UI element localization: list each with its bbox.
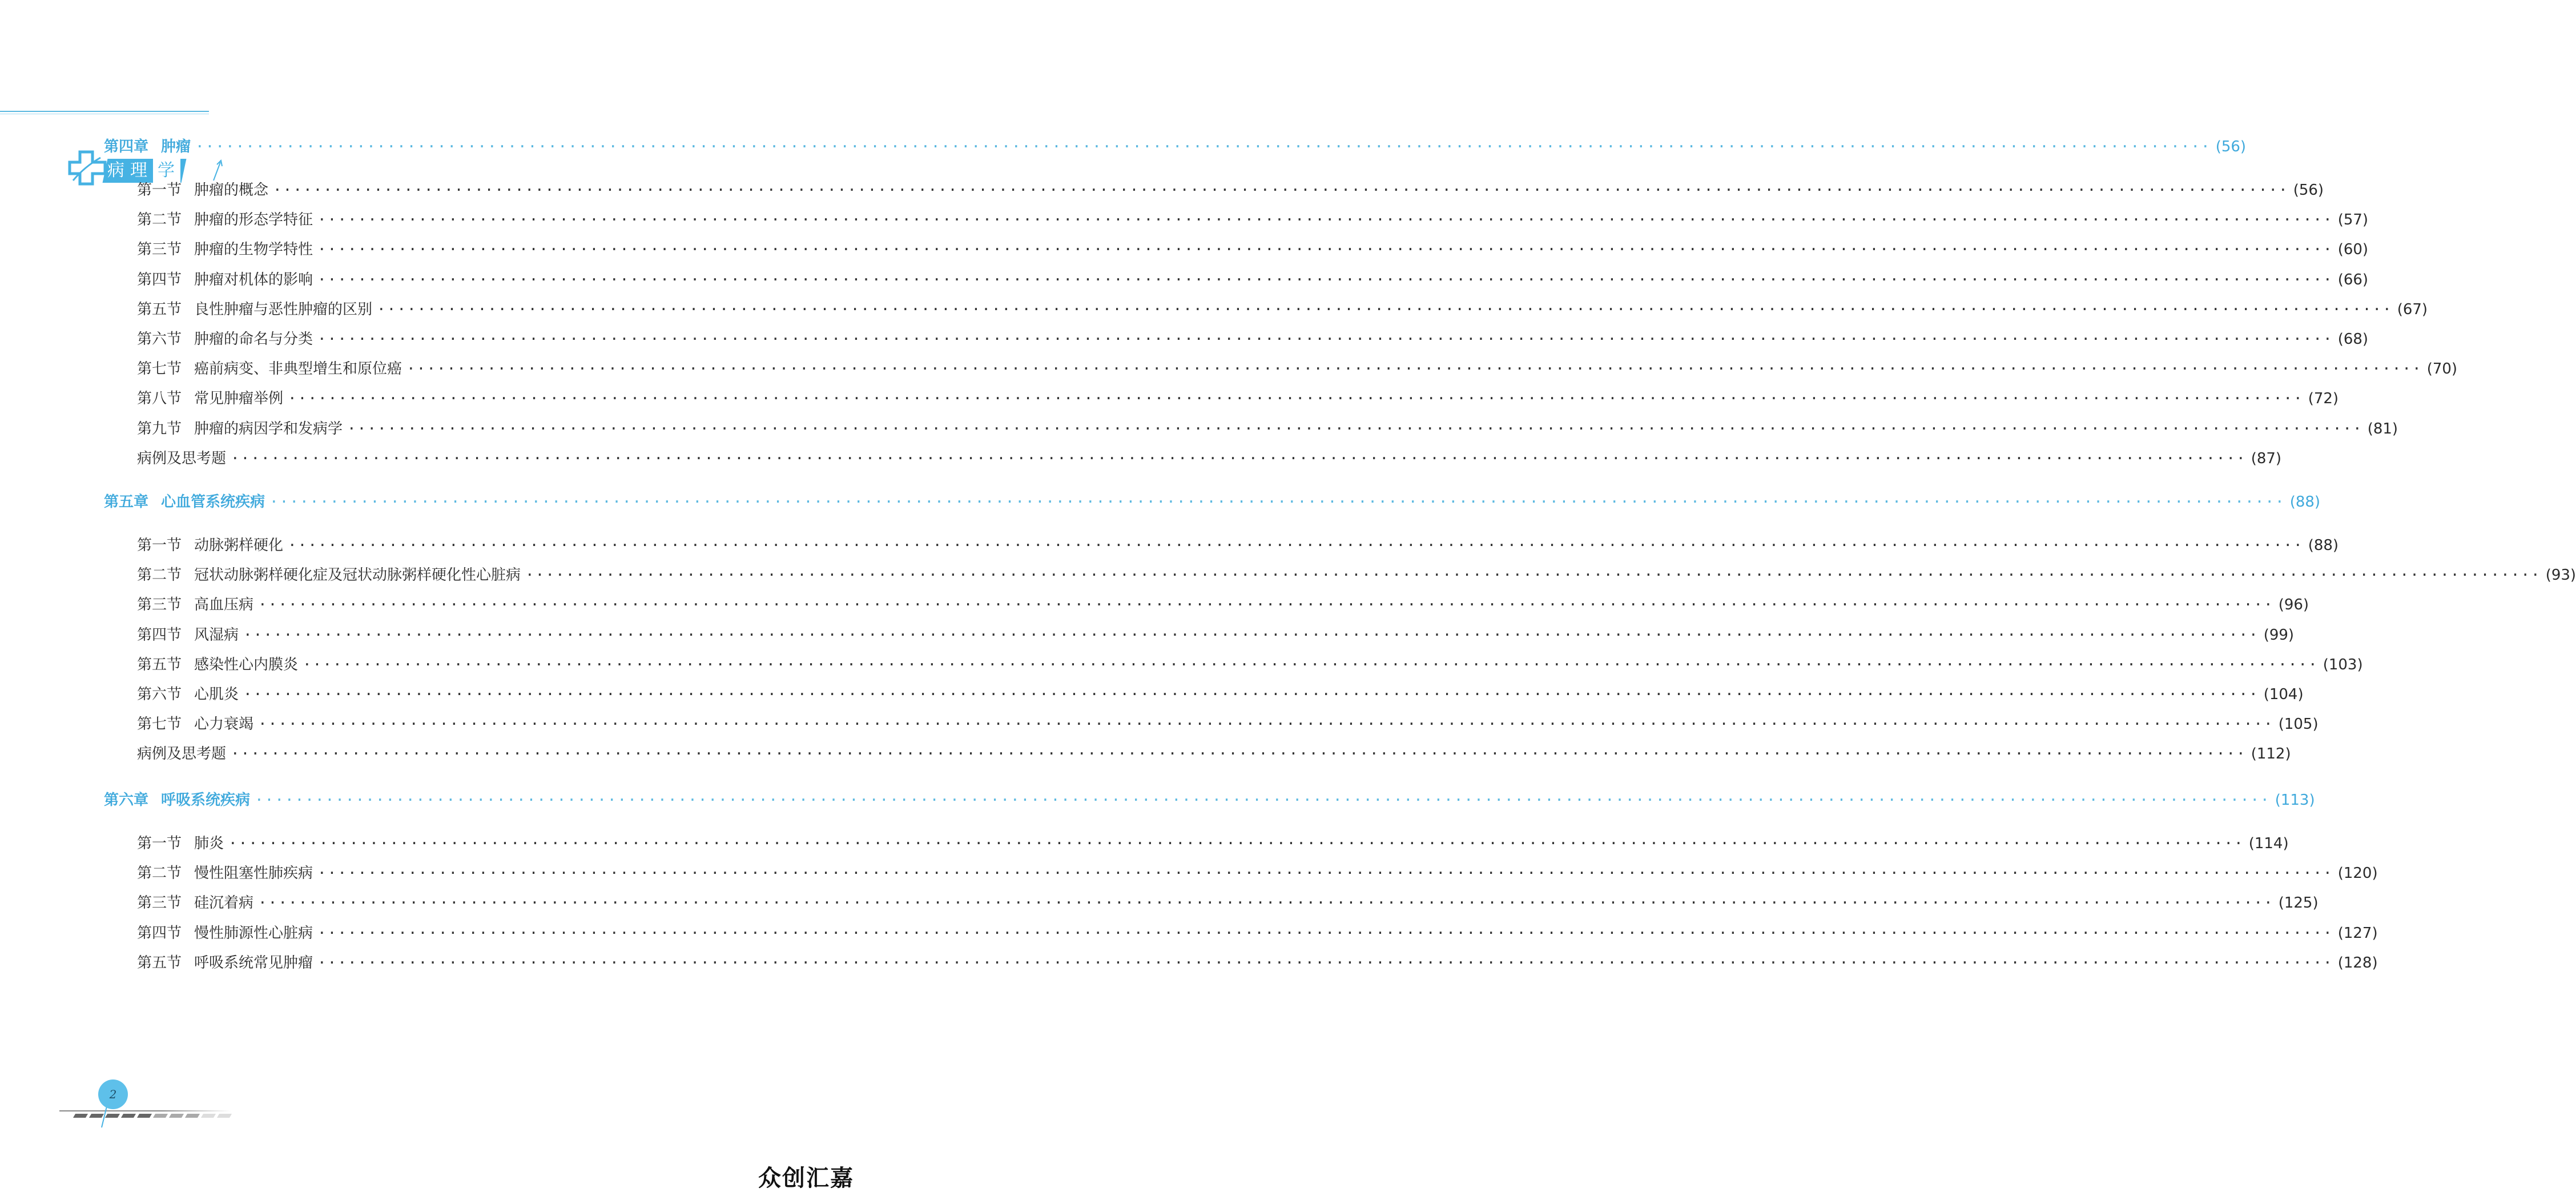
toc-entry-title: 病例及思考题 (137, 449, 227, 467)
toc-entry-title: 肿瘤的生物学特性 (194, 241, 313, 259)
toc-leader-dots: ········································································································································································································ (525, 567, 2541, 584)
toc-page-number: (114) (2248, 835, 2289, 852)
toc-section-row[interactable] (137, 951, 2378, 974)
toc-entry-number: 第四节 (137, 924, 182, 942)
toc-entry-number: 第二节 (137, 211, 182, 229)
toc-entry-number: 第八节 (137, 390, 182, 408)
toc-section-row[interactable] (137, 327, 2369, 350)
toc-entry-title: 肿瘤的形态学特征 (194, 211, 313, 229)
toc-page-number: (105) (2278, 716, 2319, 733)
toc-page-number: (127) (2337, 924, 2378, 942)
toc-section-row[interactable] (137, 712, 2319, 735)
toc-leader-dots: ········································································································································································································ (317, 954, 2333, 972)
toc-leader-dots: ········································································································································································································ (317, 241, 2333, 259)
toc-entry-number: 第四节 (137, 271, 182, 288)
toc-leader-dots: ········································································································································································································ (243, 686, 2259, 703)
toc-page-number: (56) (2215, 138, 2247, 155)
toc-entry-title: 感染性心内膜炎 (194, 656, 299, 673)
toc-leader-dots: ········································································································································································································ (231, 449, 2247, 467)
toc-page-number: (57) (2337, 211, 2369, 229)
toc-entry-number: 第二节 (137, 567, 182, 584)
toc-entry-title: 冠状动脉粥样硬化症及冠状动脉粥样硬化性心脏病 (194, 567, 521, 584)
toc-entry-number: 第四章 (104, 138, 149, 155)
header-rule (0, 111, 209, 112)
toc-entry-title: 肺炎 (194, 835, 224, 852)
toc-entry-title: 慢性阻塞性肺疾病 (194, 865, 313, 882)
toc-leader-dots: ········································································································································································································ (406, 360, 2422, 378)
toc-page-number: (72) (2308, 390, 2339, 408)
toc-entry-number: 第三节 (137, 596, 182, 614)
toc-section-row[interactable] (137, 357, 2458, 380)
toc-section-row[interactable] (137, 447, 2282, 469)
toc-entry-title: 病例及思考题 (137, 745, 227, 763)
watermark-logo-text: 众创汇嘉 (758, 1165, 854, 1191)
toc-section-row[interactable] (137, 683, 2304, 705)
toc-entry-number: 第二节 (137, 865, 182, 882)
toc-page-number: (125) (2278, 894, 2319, 912)
toc-leader-dots: ········································································································································································································ (258, 596, 2274, 614)
toc-page-number: (81) (2367, 420, 2398, 438)
toc-page-number: (93) (2545, 567, 2576, 584)
toc-leader-dots: ········································································································································································································ (258, 894, 2274, 912)
toc-leader-dots: ········································································································································································································ (377, 300, 2393, 318)
toc-section-row[interactable] (137, 891, 2319, 914)
toc-page-number: (120) (2337, 865, 2378, 882)
book-title-char-2: 理 (130, 160, 153, 180)
toc-entry-title: 肿瘤的概念 (194, 182, 269, 199)
toc-leader-dots: ········································································································································································································ (288, 537, 2304, 554)
toc-section-row[interactable] (137, 298, 2428, 320)
toc-entry-number: 第一节 (137, 182, 182, 199)
toc-page-number: (112) (2251, 745, 2291, 763)
toc-section-row[interactable] (137, 417, 2398, 440)
book-title-char-3: 学 (153, 159, 180, 183)
toc-page-number: (70) (2426, 360, 2458, 378)
page-number: 2 (98, 1079, 128, 1109)
toc-section-row[interactable] (137, 832, 2289, 854)
toc-entry-title: 风湿病 (194, 626, 239, 644)
toc-page-number: (128) (2337, 954, 2378, 972)
toc-entry-title: 慢性肺源性心脏病 (194, 924, 313, 942)
toc-section-row[interactable] (137, 208, 2369, 231)
book-title-char-1: 病 (107, 160, 130, 180)
toc-leader-dots: ········································································································································································································ (273, 182, 2289, 199)
toc-section-row[interactable] (137, 268, 2369, 291)
toc-section-row[interactable] (137, 623, 2295, 646)
toc-entry-title: 动脉粥样硬化 (194, 537, 284, 554)
toc-section-row[interactable] (137, 921, 2378, 944)
toc-entry-title: 呼吸系统常见肿瘤 (194, 954, 313, 972)
toc-page-number: (113) (2275, 792, 2315, 809)
toc-entry-number: 第七节 (137, 360, 182, 378)
toc-entry-number: 第三节 (137, 894, 182, 912)
toc-page-number: (68) (2337, 331, 2369, 348)
toc-entry-title: 良性肿瘤与恶性肿瘤的区别 (194, 300, 373, 318)
toc-leader-dots: ········································································································································································································ (317, 331, 2333, 348)
toc-chapter-row[interactable] (104, 788, 2315, 811)
medical-cross-icon (67, 150, 107, 186)
toc-leader-dots: ········································································································································································································ (317, 211, 2333, 229)
toc-entry-title: 心肌炎 (194, 686, 239, 703)
toc-section-row[interactable] (137, 653, 2363, 676)
toc-entry-number: 第六章 (104, 792, 149, 809)
toc-leader-dots: ········································································································································································································ (195, 138, 2211, 155)
toc-page-number: (56) (2293, 182, 2324, 199)
toc-page-number: (88) (2289, 493, 2321, 511)
toc-entry-title: 肿瘤 (161, 138, 191, 155)
toc-page-number: (104) (2263, 686, 2304, 703)
toc-page-number: (99) (2263, 626, 2295, 644)
toc-entry-number: 第五节 (137, 300, 182, 318)
toc-entry-number: 第五章 (104, 493, 149, 511)
toc-entry-title: 常见肿瘤举例 (194, 390, 284, 408)
toc-entry-title: 癌前病变、非典型增生和原位癌 (194, 360, 402, 378)
toc-page-number: (103) (2323, 656, 2363, 673)
toc-leader-dots: ········································································································································································································ (288, 390, 2304, 408)
toc-page-number: (87) (2251, 449, 2282, 467)
toc-leader-dots: ········································································································································································································ (317, 924, 2333, 942)
toc-entry-number: 第六节 (137, 331, 182, 348)
toc-leader-dots: ········································································································································································································ (269, 493, 2285, 511)
toc-leader-dots: ········································································································································································································ (255, 792, 2271, 809)
toc-entry-number: 第一节 (137, 537, 182, 554)
toc-entry-title: 肿瘤对机体的影响 (194, 271, 313, 288)
toc-section-row[interactable] (137, 387, 2339, 410)
toc-entry-number: 第三节 (137, 241, 182, 259)
toc-entry-number: 第一节 (137, 835, 182, 852)
toc-leader-dots: ········································································································································································································ (317, 271, 2333, 288)
toc-entry-number: 第六节 (137, 686, 182, 703)
toc-entry-number: 第五节 (137, 954, 182, 972)
toc-section-row[interactable] (137, 178, 2324, 201)
toc-section-row[interactable] (137, 238, 2369, 260)
toc-entry-title: 高血压病 (194, 596, 254, 614)
toc-section-row[interactable] (137, 533, 2339, 556)
toc-page-number: (88) (2308, 537, 2339, 554)
toc-entry-number: 第九节 (137, 420, 182, 438)
toc-entry-number: 第七节 (137, 716, 182, 733)
toc-leader-dots: ········································································································································································································ (258, 716, 2274, 733)
toc-section-row[interactable] (137, 593, 2309, 616)
toc-leader-dots: ········································································································································································································ (347, 420, 2363, 438)
toc-entry-title: 呼吸系统疾病 (161, 792, 251, 809)
toc-entry-title: 肿瘤的病因学和发病学 (194, 420, 343, 438)
toc-leader-dots: ········································································································································································································ (228, 835, 2244, 852)
toc-page-number: (60) (2337, 241, 2369, 259)
toc-leader-dots: ········································································································································································································ (231, 745, 2247, 763)
toc-entry-title: 心力衰竭 (194, 716, 254, 733)
toc-page-number: (66) (2337, 271, 2369, 288)
toc-chapter-row[interactable] (104, 135, 2247, 158)
toc-entry-title: 硅沉着病 (194, 894, 254, 912)
toc-section-row[interactable] (137, 861, 2378, 884)
footer-rule (59, 1110, 231, 1111)
toc-entry-number: 第四节 (137, 626, 182, 644)
toc-page-number: (96) (2278, 596, 2309, 614)
toc-leader-dots: ········································································································································································································ (243, 626, 2259, 644)
toc-section-row[interactable] (137, 563, 2576, 586)
toc-page-number: (67) (2397, 300, 2428, 318)
toc-section-row[interactable] (137, 742, 2291, 765)
toc-chapter-row[interactable] (104, 490, 2321, 513)
toc-leader-dots: ········································································································································································································ (303, 656, 2319, 673)
toc-entry-title: 心血管系统疾病 (161, 493, 265, 511)
toc-entry-title: 肿瘤的命名与分类 (194, 331, 313, 348)
toc-entry-number: 第五节 (137, 656, 182, 673)
toc-leader-dots: ········································································································································································································ (317, 865, 2333, 882)
